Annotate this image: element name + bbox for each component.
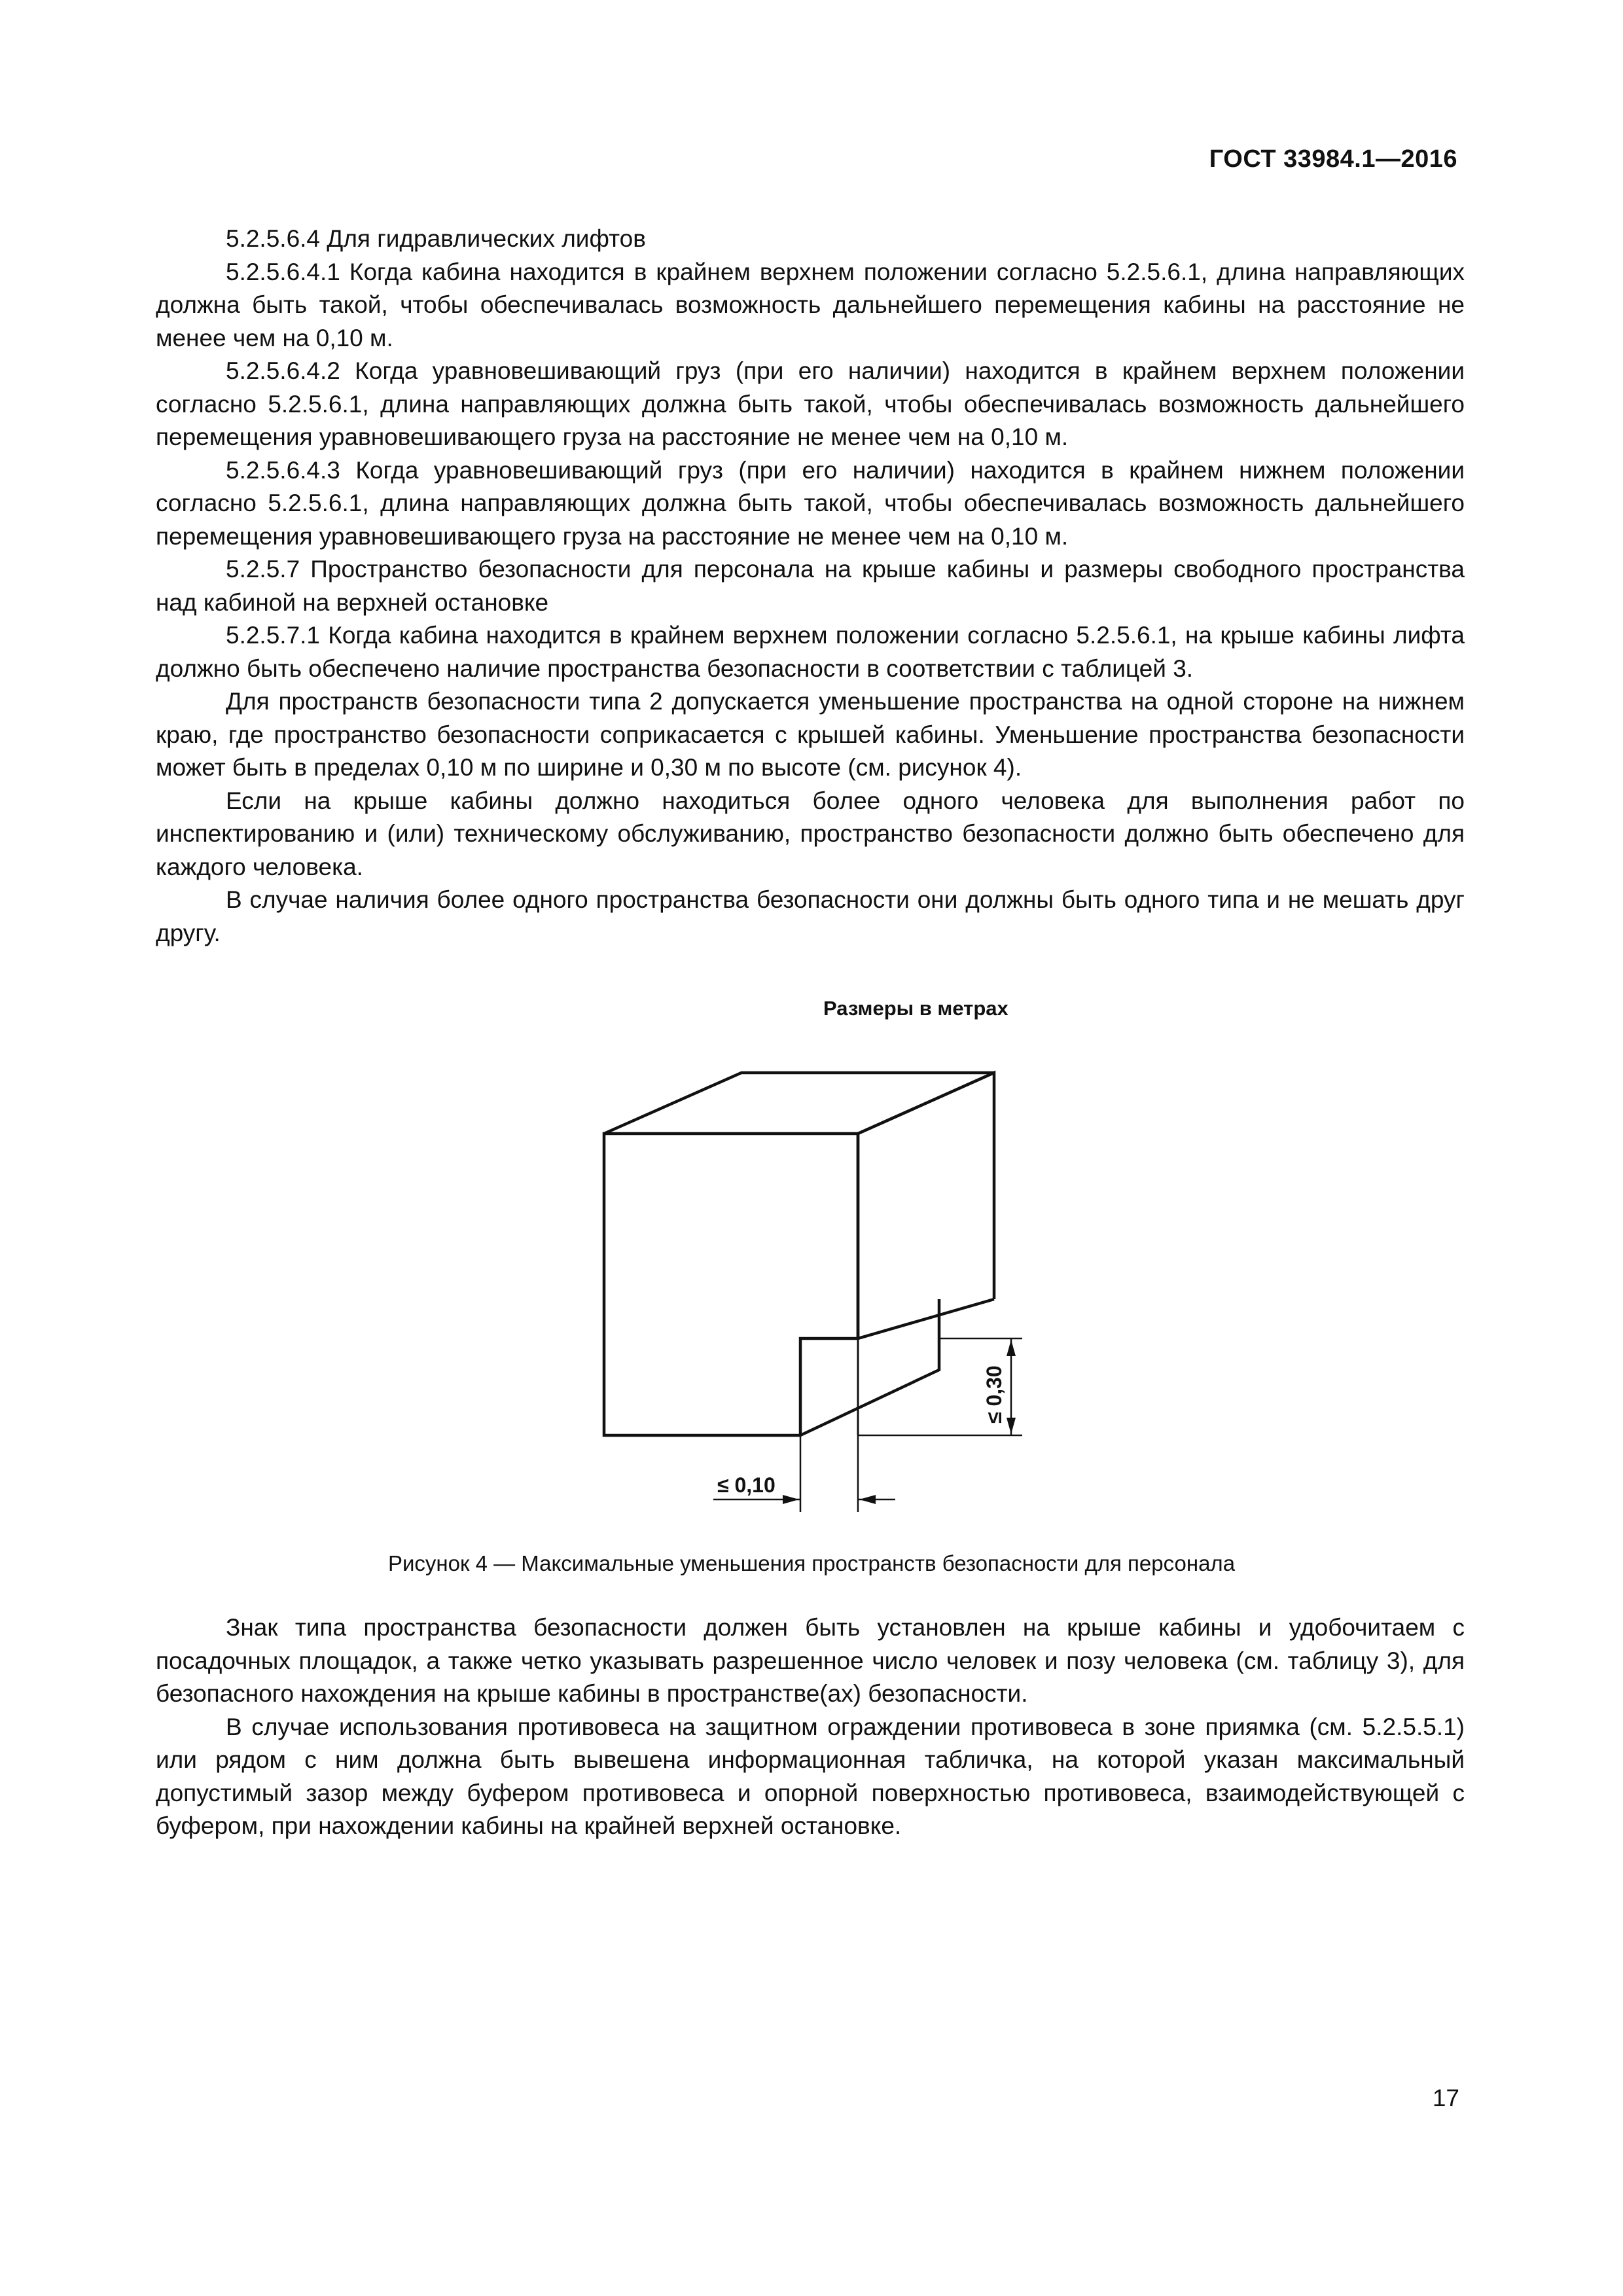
- right-face: [858, 1073, 994, 1338]
- paragraph-5-2-5-6-4-3: 5.2.5.6.4.3 Когда уравновешивающий груз (при его наличии) находится в крайнем нижнем положении согласно 5.2.5.6.1, длина направляющих должна быть такой, чтобы обеспечивалась возможность дальнейшего перемещения уравновешивающего груза на расстояние не менее чем на 0,10 м.: [156, 456, 1465, 550]
- front-face: [604, 1134, 858, 1435]
- paragraph-counterweight-plate: В случае использования противовеса на защитном ограждении противовеса в зоне приямка (см. 5.2.5.5.1) или рядом с ним должна быть вывешена информационная табличка, на которой указан максимальный допустимый зазор между буфером противовеса и опорной поверхностью противовеса, взаимодействующей с буфером, при нахождении кабины на крайней верхней остановке.: [156, 1713, 1465, 1839]
- paragraph-5-2-5-6-4-1: 5.2.5.6.4.1 Когда кабина находится в крайнем верхнем положении согласно 5.2.5.6.1, длина направляющих должна быть такой, чтобы обеспечивалась возможность дальнейшего перемещения кабины на расстояние не менее чем на 0,10 м.: [156, 258, 1465, 351]
- reduced-step-outline: [800, 1299, 994, 1435]
- dimension-height-label: ≤ 0,30: [982, 1365, 1006, 1424]
- paragraph-5-2-5-6-4: 5.2.5.6.4 Для гидравлических лифтов: [226, 225, 646, 252]
- figure-units-note-text: Размеры в метрах: [823, 997, 1008, 1020]
- paragraph-type-2-reduction: Для пространств безопасности типа 2 допускается уменьшение пространства на одной стороне на нижнем краю, где пространство безопасности соприкасается с крышей кабины. Уменьшение пространства безопасности может быть в пределах 0,10 м по ширине и 0,30 м по высоте (см. рисунок 4).: [156, 688, 1465, 781]
- figure-caption: Рисунок 4 — Максимальные уменьшения пространств безопасности для персонала: [387, 1551, 1236, 1575]
- paragraph-sign-type: Знак типа пространства безопасности должен быть установлен на крыше кабины и удобочитаем с посадочных площадок, а также четко указывать разрешенное число человек и позу человека (см. таблицу 3), для безопасного нахождения на крыше кабины в пространстве(ах) безопасности.: [156, 1614, 1465, 1707]
- paragraph-5-2-5-7: 5.2.5.7 Пространство безопасности для персонала на крыше кабины и размеры свободного пространства над кабиной на верхней остановке: [156, 556, 1465, 616]
- dimension-width-label: ≤ 0,10: [717, 1473, 776, 1497]
- after-figure-text: [156, 1611, 1465, 1843]
- paragraph-multiple-persons: Если на крыше кабины должно находиться более одного человека для выполнения работ по инспектированию и (или) техническому обслуживанию, пространство безопасности должно быть обеспечено для каждого человека.: [156, 787, 1465, 880]
- arrow-up: [1007, 1340, 1016, 1356]
- document-header: ГОСТ 33984.1—2016: [1209, 145, 1457, 173]
- page-number: 17: [1432, 2085, 1459, 2111]
- paragraph-5-2-5-7-1: 5.2.5.7.1 Когда кабина находится в крайнем верхнем положении согласно 5.2.5.6.1, на крыше кабины лифта должно быть обеспечено наличие пространства безопасности в соответствии с таблицей 3.: [156, 622, 1465, 682]
- arrow-left: [859, 1495, 876, 1504]
- paragraph-multiple-spaces: В случае наличия более одного пространства безопасности они должны быть одного типа и не мешать друг другу.: [156, 886, 1465, 946]
- paragraph-5-2-5-6-4-2: 5.2.5.6.4.2 Когда уравновешивающий груз (при его наличии) находится в крайнем верхнем положении согласно 5.2.5.6.1, длина направляющих должна быть такой, чтобы обеспечивалась возможность дальнейшего перемещения уравновешивающего груза на расстояние не менее чем на 0,10 м.: [156, 357, 1465, 450]
- arrow-down: [1007, 1418, 1016, 1434]
- top-face: [604, 1073, 994, 1134]
- arrow-right: [783, 1495, 799, 1504]
